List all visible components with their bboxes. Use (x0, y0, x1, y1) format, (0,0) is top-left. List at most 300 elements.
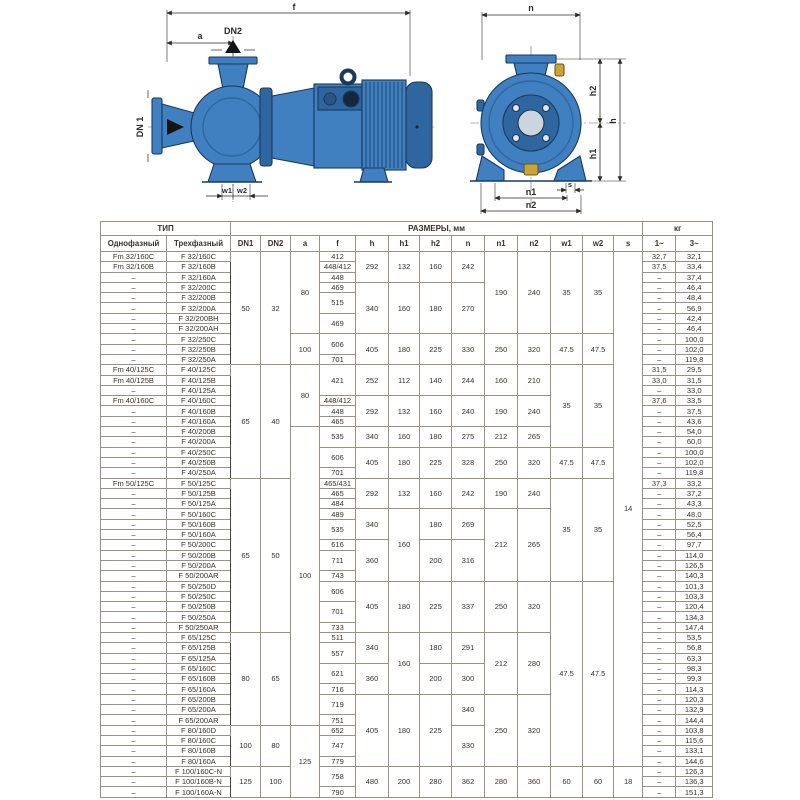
spec-cell: 340 (356, 509, 389, 540)
spec-cell: 316 (452, 540, 485, 581)
spec-cell: 140,3 (676, 571, 713, 581)
spec-cell: F 50/160A (167, 530, 231, 540)
spec-cell: 210 (518, 365, 551, 396)
spec-cell: F 50/250A (167, 612, 231, 622)
spec-cell: 54,0 (676, 427, 713, 437)
dim-label-n2: n2 (525, 200, 537, 210)
spec-cell: 465 (320, 416, 356, 426)
spec-cell: 56,9 (676, 303, 713, 313)
spec-cell: 250 (485, 334, 518, 365)
spec-cell: 144,6 (676, 756, 713, 766)
spec-cell: 320 (518, 581, 551, 632)
spec-cell: – (101, 622, 167, 632)
spec-cell: 212 (485, 509, 518, 581)
spec-cell: F 50/125C (167, 478, 231, 488)
spec-cell: 292 (356, 478, 389, 509)
spec-cell: 35 (551, 478, 583, 581)
spec-cell: – (643, 735, 676, 745)
spec-cell: 225 (420, 447, 452, 478)
spec-cell: – (101, 519, 167, 529)
spec-cell: – (643, 385, 676, 395)
spec-cell: F 40/125B (167, 375, 231, 385)
spec-cell: – (101, 447, 167, 457)
spec-cell: – (101, 324, 167, 334)
spec-cell: 50 (231, 252, 261, 365)
spec-cell: 270 (452, 282, 485, 333)
spec-cell: 102,0 (676, 457, 713, 467)
spec-cell: 330 (452, 334, 485, 365)
spec-cell: – (101, 571, 167, 581)
spec-cell: 701 (320, 602, 356, 623)
spec-cell: 160 (420, 478, 452, 509)
spec-cell: 100,0 (676, 334, 713, 344)
dim-label-h2: h2 (588, 85, 598, 97)
spec-cell: – (643, 499, 676, 509)
spec-cell: – (643, 777, 676, 787)
spec-cell: 360 (518, 766, 551, 797)
spec-cell: 733 (320, 622, 356, 632)
column-header: DN2 (261, 236, 291, 252)
spec-cell: Fm 32/160B (101, 262, 167, 272)
spec-cell: 280 (518, 632, 551, 694)
spec-cell: 240 (452, 396, 485, 427)
spec-cell: 362 (452, 766, 485, 797)
spec-cell: 80 (291, 252, 320, 334)
spec-cell: 180 (389, 447, 420, 478)
spec-cell: 112 (389, 365, 420, 396)
spec-cell: Fm 32/160C (101, 252, 167, 262)
spec-cell: 160 (389, 282, 420, 333)
spec-cell: 469 (320, 282, 356, 292)
spec-cell: 37,5 (643, 262, 676, 272)
spec-cell: F 65/200A (167, 705, 231, 715)
spec-cell: 100 (291, 334, 320, 365)
spec-cell: 252 (356, 365, 389, 396)
spec-cell: 250 (485, 694, 518, 766)
spec-cell: F 32/250C (167, 334, 231, 344)
spec-cell: 100 (291, 427, 320, 726)
spec-cell: 405 (356, 334, 389, 365)
spec-cell: 515 (320, 293, 356, 314)
spec-cell: 360 (356, 663, 389, 694)
spec-cell: 80 (231, 632, 261, 725)
spec-cell: – (101, 468, 167, 478)
spec-cell: – (643, 581, 676, 591)
spec-cell: – (101, 313, 167, 323)
spec-cell: 43,6 (676, 416, 713, 426)
spec-cell: – (643, 488, 676, 498)
spec-cell: – (643, 324, 676, 334)
column-header: n (452, 236, 485, 252)
spec-cell: 33,5 (676, 396, 713, 406)
dim-label-dn1: DN 1 (135, 116, 145, 138)
spec-cell: 98,3 (676, 663, 713, 673)
column-header: n2 (518, 236, 551, 252)
spec-cell: – (643, 705, 676, 715)
spec-cell: 65 (261, 632, 291, 725)
spec-cell: 80 (291, 365, 320, 427)
pump-front-view-drawing (452, 0, 697, 216)
spec-cell: 716 (320, 684, 356, 694)
spec-cell: 244 (452, 365, 485, 396)
spec-cell: 115,6 (676, 735, 713, 745)
spec-cell: 32 (261, 252, 291, 365)
spec-cell: 743 (320, 571, 356, 581)
spec-cell: 616 (320, 540, 356, 550)
spec-cell: F 40/200A (167, 437, 231, 447)
spec-cell: F 50/200C (167, 540, 231, 550)
spec-cell: – (101, 756, 167, 766)
spec-cell: 132,9 (676, 705, 713, 715)
dim-label-s: s (567, 180, 573, 189)
spec-cell: F 40/250A (167, 468, 231, 478)
spec-cell: – (643, 571, 676, 581)
spec-cell: 33,0 (643, 375, 676, 385)
spec-cell: 37,2 (676, 488, 713, 498)
dim-label-h1: h1 (588, 148, 598, 160)
spec-cell: F 40/250B (167, 457, 231, 467)
spec-cell: 32,7 (643, 252, 676, 262)
spec-cell: 160 (389, 509, 420, 581)
spec-cell: F 80/160C (167, 735, 231, 745)
spec-cell: – (643, 602, 676, 612)
spec-cell: 448/412 (320, 396, 356, 406)
spec-cell: 31,5 (676, 375, 713, 385)
spec-cell: – (101, 653, 167, 663)
spec-cell: F 80/160B (167, 746, 231, 756)
spec-cell: – (101, 488, 167, 498)
spec-cell: 291 (452, 632, 485, 663)
spec-cell: 33,4 (676, 262, 713, 272)
spec-cell: 340 (356, 427, 389, 448)
spec-cell: F 32/200A (167, 303, 231, 313)
spec-cell: – (101, 303, 167, 313)
spec-cell: 412 (320, 252, 356, 262)
spec-cell: – (643, 416, 676, 426)
spec-cell: F 32/160C (167, 252, 231, 262)
table-body (101, 252, 713, 798)
dimensions-table (100, 221, 713, 798)
column-header: h1 (389, 236, 420, 252)
dim-label-w2: w2 (236, 186, 248, 195)
spec-cell: 48,4 (676, 293, 713, 303)
spec-cell: – (101, 457, 167, 467)
spec-cell: 119,8 (676, 468, 713, 478)
spec-cell: 37,4 (676, 272, 713, 282)
spec-cell: – (101, 777, 167, 787)
spec-cell: 701 (320, 354, 356, 364)
spec-cell: F 50/200AR (167, 571, 231, 581)
spec-cell: 97,7 (676, 540, 713, 550)
spec-cell: – (101, 406, 167, 416)
spec-cell: 60,0 (676, 437, 713, 447)
spec-cell: 47.5 (551, 581, 583, 766)
spec-cell: 132 (389, 478, 420, 509)
spec-cell: – (101, 416, 167, 426)
lifting-eye (342, 71, 355, 84)
spec-cell: 47.5 (583, 447, 614, 478)
spec-cell: F 65/200AR (167, 715, 231, 725)
spec-cell: 47.5 (551, 334, 583, 365)
spec-cell: – (101, 715, 167, 725)
spec-cell: 265 (518, 509, 551, 581)
spec-cell: 337 (452, 581, 485, 632)
spec-cell: F 65/160C (167, 663, 231, 673)
spec-cell: F 65/125C (167, 632, 231, 642)
spec-cell: 100,0 (676, 447, 713, 457)
spec-cell: – (101, 354, 167, 364)
spec-cell: F 100/160C-N (167, 766, 231, 776)
spec-cell: – (643, 354, 676, 364)
spec-cell: 180 (389, 334, 420, 365)
spec-cell: 125 (291, 725, 320, 797)
spec-cell: 101,3 (676, 581, 713, 591)
spec-cell: F 50/250C (167, 591, 231, 601)
spec-row (101, 252, 713, 262)
spec-cell: 120,3 (676, 694, 713, 704)
spec-cell: – (643, 303, 676, 313)
dim-label-f: f (292, 2, 296, 12)
spec-cell: 52,5 (676, 519, 713, 529)
spec-cell: F 40/160B (167, 406, 231, 416)
spec-cell: – (643, 725, 676, 735)
spec-cell: 43,3 (676, 499, 713, 509)
spec-cell: – (101, 385, 167, 395)
spec-cell: – (101, 684, 167, 694)
spec-cell: F 80/160A (167, 756, 231, 766)
spec-cell: F 65/160A (167, 684, 231, 694)
column-header: w1 (551, 236, 583, 252)
spec-cell: 711 (320, 550, 356, 571)
spec-cell: – (643, 313, 676, 323)
spec-cell: 328 (452, 447, 485, 478)
dim-label-dn2: DN2 (223, 26, 243, 36)
spec-cell: – (101, 437, 167, 447)
spec-cell: F 65/200B (167, 694, 231, 704)
spec-cell: – (101, 591, 167, 601)
spec-cell: 56,8 (676, 643, 713, 653)
spec-cell: 35 (583, 252, 614, 334)
spec-cell: F 80/160D (167, 725, 231, 735)
spec-cell: – (101, 509, 167, 519)
spec-cell: 535 (320, 519, 356, 540)
spec-cell: 180 (389, 581, 420, 632)
spec-cell: – (101, 705, 167, 715)
spec-cell: 606 (320, 447, 356, 468)
spec-cell: – (643, 612, 676, 622)
spec-cell: 320 (518, 447, 551, 478)
spec-cell: – (643, 406, 676, 416)
spec-cell: 99,3 (676, 674, 713, 684)
spec-cell: – (101, 612, 167, 622)
spec-cell: 190 (485, 478, 518, 509)
spec-cell: 126,3 (676, 766, 713, 776)
spec-cell: – (101, 344, 167, 354)
spec-cell: – (643, 519, 676, 529)
spec-cell: 132 (389, 252, 420, 283)
spec-cell: F 100/160B-N (167, 777, 231, 787)
column-header: f (320, 236, 356, 252)
spec-cell: Fm 40/125B (101, 375, 167, 385)
spec-cell: – (101, 272, 167, 282)
spec-cell: 60 (551, 766, 583, 797)
spec-cell: – (643, 643, 676, 653)
spec-cell: – (101, 293, 167, 303)
spec-cell: – (643, 632, 676, 642)
spec-cell: 511 (320, 632, 356, 642)
spec-cell: – (643, 766, 676, 776)
spec-cell: 405 (356, 581, 389, 632)
spec-cell: 320 (518, 334, 551, 365)
spec-row (101, 766, 713, 776)
spec-cell: 240 (518, 252, 551, 334)
spec-cell: 242 (452, 252, 485, 283)
spec-cell: 751 (320, 715, 356, 725)
spec-cell: 265 (518, 427, 551, 448)
spec-cell: 240 (518, 478, 551, 509)
spec-cell: 180 (389, 694, 420, 766)
spec-cell: 32,1 (676, 252, 713, 262)
spec-cell: F 50/200B (167, 550, 231, 560)
spec-cell: 42,4 (676, 313, 713, 323)
spec-cell: F 40/125C (167, 365, 231, 375)
spec-cell: – (101, 735, 167, 745)
spec-cell: F 32/250B (167, 344, 231, 354)
dimensions-table-wrap (100, 221, 713, 798)
spec-cell: 160 (420, 396, 452, 427)
spec-cell: 33,0 (676, 385, 713, 395)
column-header: Однофазный (101, 236, 167, 252)
spec-cell: 535 (320, 427, 356, 448)
spec-cell: F 100/160A-N (167, 787, 231, 797)
spec-cell: 758 (320, 766, 356, 787)
spec-cell: – (101, 530, 167, 540)
spec-cell: 652 (320, 725, 356, 735)
spec-cell: 421 (320, 365, 356, 396)
spec-cell: 190 (485, 252, 518, 334)
spec-cell: 480 (356, 766, 389, 797)
spec-cell: – (101, 550, 167, 560)
spec-cell: F 32/200AH (167, 324, 231, 334)
spec-cell: 47.5 (551, 447, 583, 478)
spec-cell: 160 (389, 632, 420, 694)
spec-cell: – (643, 663, 676, 673)
dim-label-n1: n1 (525, 187, 537, 197)
spec-cell: 405 (356, 694, 389, 766)
spec-cell: 448/412 (320, 262, 356, 272)
spec-cell: 212 (485, 427, 518, 448)
spec-cell: – (101, 725, 167, 735)
spec-cell: F 50/200A (167, 560, 231, 570)
spec-cell: F 50/250D (167, 581, 231, 591)
spec-cell: 114,3 (676, 684, 713, 694)
spec-cell: – (643, 334, 676, 344)
spec-cell: – (643, 591, 676, 601)
spec-cell: 212 (485, 632, 518, 694)
column-header: a (291, 236, 320, 252)
spec-cell: – (101, 602, 167, 612)
pump-body-front (476, 55, 586, 181)
column-header: 3~ (676, 236, 713, 252)
spec-cell: F 32/160A (167, 272, 231, 282)
spec-cell: – (101, 334, 167, 344)
spec-cell: 180 (420, 282, 452, 333)
spec-cell: 489 (320, 509, 356, 519)
spec-cell: 133,1 (676, 746, 713, 756)
spec-cell: – (101, 560, 167, 570)
spec-cell: – (643, 447, 676, 457)
column-header: 1~ (643, 236, 676, 252)
spec-cell: F 32/200C (167, 282, 231, 292)
spec-cell: 405 (356, 447, 389, 478)
spec-cell: – (643, 787, 676, 797)
spec-cell: 35 (583, 478, 614, 581)
spec-cell: 103,8 (676, 725, 713, 735)
column-header: w2 (583, 236, 614, 252)
spec-cell: 80 (261, 725, 291, 766)
spec-cell: 14 (614, 252, 643, 767)
pump-side-view-drawing (112, 0, 442, 214)
spec-cell: 31,5 (643, 365, 676, 375)
dim-label-w1: w1 (221, 186, 233, 195)
spec-cell: – (101, 746, 167, 756)
header-group-row (101, 222, 713, 236)
spec-cell: 180 (420, 509, 452, 540)
spec-cell: F 50/125B (167, 488, 231, 498)
spec-cell: – (101, 787, 167, 797)
spec-cell: 330 (452, 725, 485, 766)
spec-cell: – (101, 694, 167, 704)
spec-cell: 160 (389, 427, 420, 448)
spec-cell: 621 (320, 663, 356, 684)
spec-cell: – (101, 499, 167, 509)
spec-cell: 18 (614, 766, 643, 797)
spec-cell: 200 (420, 663, 452, 694)
spec-cell: 65 (231, 365, 261, 478)
spec-cell: 47.5 (583, 334, 614, 365)
spec-cell: 300 (452, 663, 485, 694)
spec-cell: F 50/250B (167, 602, 231, 612)
spec-cell: 33,2 (676, 478, 713, 488)
dim-label-h: h (608, 118, 618, 124)
spec-cell: 56,4 (676, 530, 713, 540)
spec-cell: 320 (518, 694, 551, 766)
spec-cell: – (643, 427, 676, 437)
spec-cell: 37,5 (676, 406, 713, 416)
spec-cell: 606 (320, 334, 356, 355)
spec-cell: 225 (420, 694, 452, 766)
spec-cell: 126,5 (676, 560, 713, 570)
spec-cell: 37,6 (643, 396, 676, 406)
spec-cell: 63,3 (676, 653, 713, 663)
spec-cell: 114,0 (676, 550, 713, 560)
spec-cell: – (101, 766, 167, 776)
spec-cell: – (643, 684, 676, 694)
spec-cell: 48,0 (676, 509, 713, 519)
spec-cell: F 65/125B (167, 643, 231, 653)
spec-cell: – (643, 344, 676, 354)
spec-cell: 100 (231, 725, 261, 766)
spec-cell: Fm 40/160C (101, 396, 167, 406)
column-header: DN1 (231, 236, 261, 252)
spec-cell: 60 (583, 766, 614, 797)
spec-cell: 200 (420, 540, 452, 581)
spec-cell: 144,4 (676, 715, 713, 725)
spec-cell: 29,5 (676, 365, 713, 375)
spec-cell: – (101, 643, 167, 653)
header-group: ТИП (101, 222, 231, 236)
spec-cell: – (643, 530, 676, 540)
